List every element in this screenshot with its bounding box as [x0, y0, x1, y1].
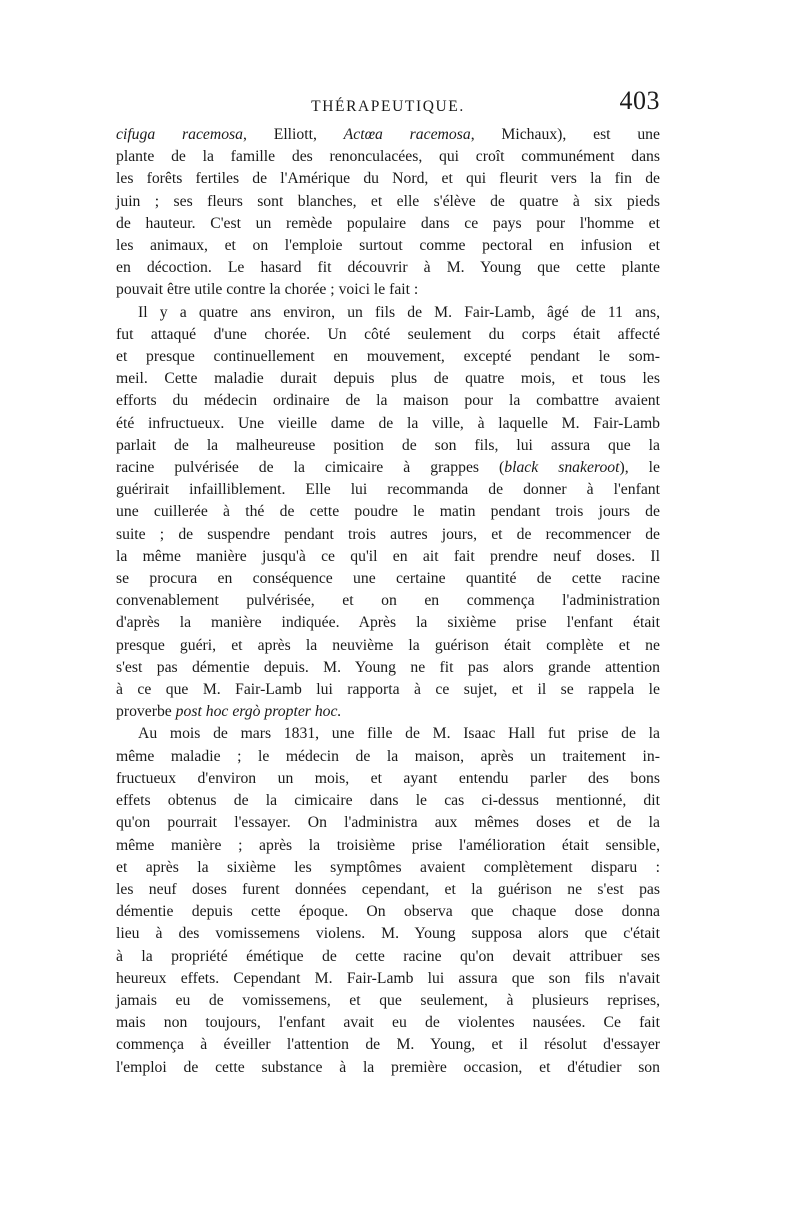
- italic-term: Actœa racemosa: [343, 126, 471, 143]
- text-line: les animaux, et on l'emploie surtout comme pectoral en infusion et: [116, 237, 660, 255]
- text-line: même maladie ; le médecin de la maison, après un traitement in-: [116, 747, 660, 765]
- text-line: d'après la manière indiquée. Après la sixième prise l'enfant était: [116, 614, 660, 632]
- text-line: fut attaqué d'une chorée. Un côté seulement du corps était affecté: [116, 325, 660, 343]
- text-line: convenablement pulvérisée, et on en commença l'administration: [116, 592, 660, 610]
- text-line: en décoction. Le hasard fit découvrir à M. Young que cette plante: [116, 259, 660, 277]
- body-text: [116, 124, 660, 1079]
- text-line: plante de la famille des renonculacées, qui croît communément dans: [116, 148, 660, 166]
- text-line: qu'on pourrait l'essayer. On l'administra aux mêmes doses et de la: [116, 814, 660, 832]
- text-line: meil. Cette maladie durait depuis plus de quatre mois, et tous les: [116, 370, 660, 388]
- running-head: THÉRAPEUTIQUE.: [311, 98, 465, 115]
- text-line: [116, 457, 660, 479]
- text-line: se procura en conséquence une certaine quantité de cette racine: [116, 570, 660, 588]
- text-line: et presque continuellement en mouvement, excepté pendant le som-: [116, 348, 660, 366]
- text-line: même manière ; après la troisième prise l'amélioration était sensible,: [116, 836, 660, 854]
- text-line: l'emploi de cette substance à la première occasion, et d'étudier son: [116, 1058, 660, 1076]
- text-line: commença à éveiller l'attention de M. Young, et il résolut d'essayer: [116, 1036, 660, 1054]
- text-run: proverbe: [116, 703, 176, 721]
- text-line: presque guéri, et après la neuvième la guérison était complète et ne: [116, 636, 660, 654]
- text-line: juin ; ses fleurs sont blanches, et elle s'élève de quatre à six pieds: [116, 192, 660, 210]
- text-line: et après la sixième les symptômes avaient complètement disparu :: [116, 858, 660, 876]
- text-line: été infructueux. Une vieille dame de la ville, à laquelle M. Fair-Lamb: [116, 414, 660, 432]
- italic-term: cifuga racemosa: [116, 126, 244, 143]
- text-line: les neuf doses furent données cependant, et la guérison ne s'est pas: [116, 880, 660, 898]
- text-run: racine pulvérisée de la cimicaire à grappes (: [116, 459, 505, 477]
- page-number: 403: [619, 86, 660, 115]
- italic-term: post hoc ergò propter hoc.: [175, 703, 342, 721]
- text-line: [116, 124, 660, 146]
- text-line: fructueux d'environ un mois, et ayant entendu parler des bons: [116, 769, 660, 787]
- text-line: Il y a quatre ans environ, un fils de M. Fair-Lamb, âgé de 11 ans,: [138, 303, 660, 321]
- text-line: Au mois de mars 1831, une fille de M. Isaac Hall fut prise de la: [138, 725, 660, 743]
- text-line: effets obtenus de la cimicaire dans le cas ci-dessus mentionné, dit: [116, 792, 660, 810]
- text-line: la même manière jusqu'à ce qu'il en ait fait prendre neuf doses. Il: [116, 547, 660, 565]
- text-line: une cuillerée à thé de cette poudre le matin pendant trois jours de: [116, 503, 660, 521]
- text-line: [116, 701, 660, 723]
- text-run: , Michaux), est une: [470, 126, 660, 143]
- text-line: parlait de la malheureuse position de son fils, lui assura que la: [116, 436, 660, 454]
- text-line: démentie depuis cette époque. On observa que chaque dose donna: [116, 903, 660, 921]
- text-run: ), le: [619, 459, 660, 477]
- text-line: jamais eu de vomissemens, et que seulement, à plusieurs reprises,: [116, 991, 660, 1009]
- text-line: suite ; de suspendre pendant trois autres jours, et de recommencer de: [116, 525, 660, 543]
- text-line: efforts du médecin ordinaire de la maison pour la combattre avaient: [116, 392, 660, 410]
- page-header: [116, 82, 660, 122]
- text-line: de hauteur. C'est un remède populaire dans ce pays pour l'homme et: [116, 214, 660, 232]
- text-line: lieu à des vomissemens violens. M. Young supposa alors que c'était: [116, 925, 660, 943]
- text-line: à ce que M. Fair-Lamb lui rapporta à ce sujet, et il se rappela le: [116, 681, 660, 699]
- text-line: mais non toujours, l'enfant avait eu de violentes nausées. Ce fait: [116, 1014, 660, 1032]
- text-line: pouvait être utile contre la chorée ; voici le fait :: [116, 281, 419, 299]
- text-line: guérirait infailliblement. Elle lui recommanda de donner à l'enfant: [116, 481, 660, 499]
- text-line: les forêts fertiles de l'Amérique du Nord, et qui fleurit vers la fin de: [116, 170, 660, 188]
- text-line: à la propriété émétique de cette racine qu'on devait attribuer ses: [116, 947, 660, 965]
- italic-term: black snakeroot: [504, 459, 620, 477]
- text-line: heureux effets. Cependant M. Fair-Lamb lui assura que son fils n'avait: [116, 969, 660, 987]
- text-run: , Elliott,: [243, 126, 344, 143]
- text-line: s'est pas démentie depuis. M. Young ne fit pas alors grande attention: [116, 658, 660, 676]
